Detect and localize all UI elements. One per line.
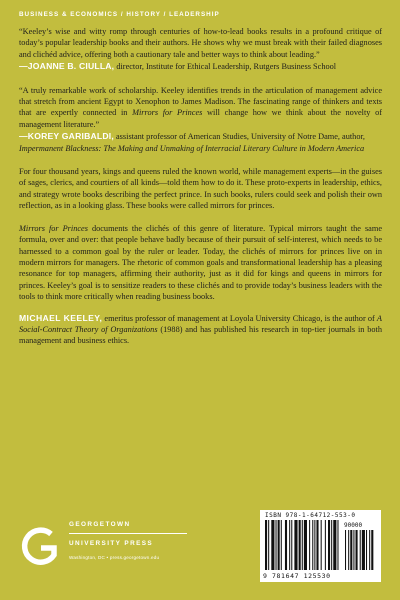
barcode-addon-bar	[348, 530, 349, 570]
endorsement-2-book-title: Mirrors for Princes	[132, 108, 203, 118]
barcode-addon-bar	[362, 530, 365, 570]
publisher-location: Washington, DC • press.georgetown.edu	[69, 555, 160, 560]
author-bio-text-b: (1988) and has published his research in top-tier journals in both management and business ethics.	[19, 324, 382, 346]
barcode-bar	[285, 520, 287, 570]
endorsement-2-text-b: will change how we think about the novelty of management literature.”	[19, 108, 382, 129]
barcode-bar	[337, 520, 338, 570]
barcode-addon-bar	[356, 530, 358, 570]
author-name: MICHAEL KEELEY,	[19, 312, 103, 323]
barcode-bar	[294, 520, 297, 570]
endorser-1-affiliation: director, Institute for Ethical Leadership, Rutgers Business School	[114, 62, 337, 72]
barcode-bar	[291, 520, 292, 570]
endorser-2-name: —KOREY GARIBALDI,	[19, 131, 114, 142]
endorsement-2-attribution	[19, 131, 382, 154]
barcode-addon-bar	[360, 530, 361, 570]
barcode-addon-bar	[350, 530, 352, 570]
endorser-2-affiliation: assistant professor of American Studies, University of Notre Dame, author,	[113, 132, 365, 142]
barcode-panel	[260, 510, 381, 582]
barcode-bar	[278, 520, 280, 570]
barcode-bar	[289, 520, 290, 570]
barcode-bar	[309, 520, 310, 570]
barcode-bar	[316, 520, 318, 570]
barcode-bar	[314, 520, 315, 570]
barcode-addon-bar	[353, 530, 354, 570]
barcode-bar	[331, 520, 332, 570]
endorsement-2	[19, 85, 382, 154]
endorser-1-name: —JOANNE B. CIULLA,	[19, 61, 115, 72]
barcode-bar	[299, 520, 301, 570]
endorser-2-book: Impermanent Blackness: The Making and Unmaking of Interracial Literary Culture in Modern America	[19, 143, 365, 153]
barcode-bar	[321, 520, 322, 570]
barcode-addon-bar	[366, 530, 367, 570]
endorsement-1	[19, 26, 382, 73]
barcode-number: 9 781647 125530	[263, 572, 331, 580]
barcode-bar	[304, 520, 307, 570]
barcode-bar	[268, 520, 269, 570]
barcode-bar	[265, 520, 267, 570]
georgetown-g-logo-icon	[19, 525, 61, 571]
barcode-bar	[276, 520, 277, 570]
description-paragraph-2-text: documents the clichés of this genre of literature. Typical mirrors taught the same formula, over and over: that people behave badly because of their pursuit of self-interest, which needs to be harnessed to a common goal by the ruler or leader. Today, the clichés of mirrors for princes live on in modern mirrors for managers. The rhetoric of common goals and transformational leadership has a pleasing resonance for top managers, affirming their authority, just as it did for kings and queens in mirrors for princes. Keeley’s goal is to sensitize readers to these clichés and to provide today’s business leaders with the tools to think more critically when reading business books.	[19, 223, 383, 302]
barcode-addon-bar	[345, 530, 346, 570]
price-code: 90000	[344, 522, 363, 529]
endorsement-2-text	[19, 85, 382, 131]
barcode-addon-bar	[369, 530, 370, 570]
category-label: BUSINESS & ECONOMICS / HISTORY / LEADERSHIP	[19, 11, 220, 18]
barcode-bar	[328, 520, 330, 570]
barcode-bar	[281, 520, 282, 570]
publisher-name-line-1: GEORGETOWN	[69, 521, 131, 528]
barcode-bar	[302, 520, 303, 570]
barcode-bar	[271, 520, 274, 570]
barcode-bars	[263, 520, 378, 572]
publisher-block	[19, 519, 249, 579]
author-previous-book: A Social-Contract Theory of Organizations	[19, 313, 382, 334]
endorsement-2-text-a: “A truly remarkable work of scholarship. Keeley identifies trends in the articulation of management advice that stretch from ancient Egypt to Xenophon to James Madison. The fascinating range of thinkers and texts that are expertly connected in	[19, 85, 382, 118]
isbn-text: ISBN 978-1-64712-553-0	[265, 512, 356, 519]
endorsement-1-attribution	[19, 61, 382, 72]
description-paragraph-1: For four thousand years, kings and queens ruled the known world, while management experts—in the guises of sages, clerics, and courtiers of all kinds—told them how to do it. These proto-experts in leadership, ethics, and strategy wrote books describing the perfect prince. In such books, rulers could seek and polish their own reflection, as in a looking glass. These books were called mirrors for princes.	[19, 167, 382, 211]
publisher-name-line-2: UNIVERSITY PRESS	[69, 540, 154, 547]
publisher-divider	[69, 533, 187, 534]
back-cover-text	[19, 26, 382, 347]
description	[19, 166, 382, 302]
barcode-bar	[333, 520, 336, 570]
barcode-addon-bar	[371, 530, 373, 570]
author-bio-text-a: emeritus professor of management at Loyola University Chicago, is the author of	[102, 313, 377, 323]
endorsement-1-text: “Keeley’s wise and witty romp through centuries of how-to-lead books results in a profound critique of today’s popular leadership books and their authors. He shows why we must break with their failed diagnoses and clichéd advice, offering both a cautionary tale and better ways to think about leading.”	[19, 27, 382, 59]
barcode-bar	[312, 520, 313, 570]
author-bio	[19, 313, 382, 347]
barcode-bar	[325, 520, 326, 570]
description-book-title: Mirrors for Princes	[19, 223, 88, 233]
description-paragraph-2	[19, 223, 382, 303]
